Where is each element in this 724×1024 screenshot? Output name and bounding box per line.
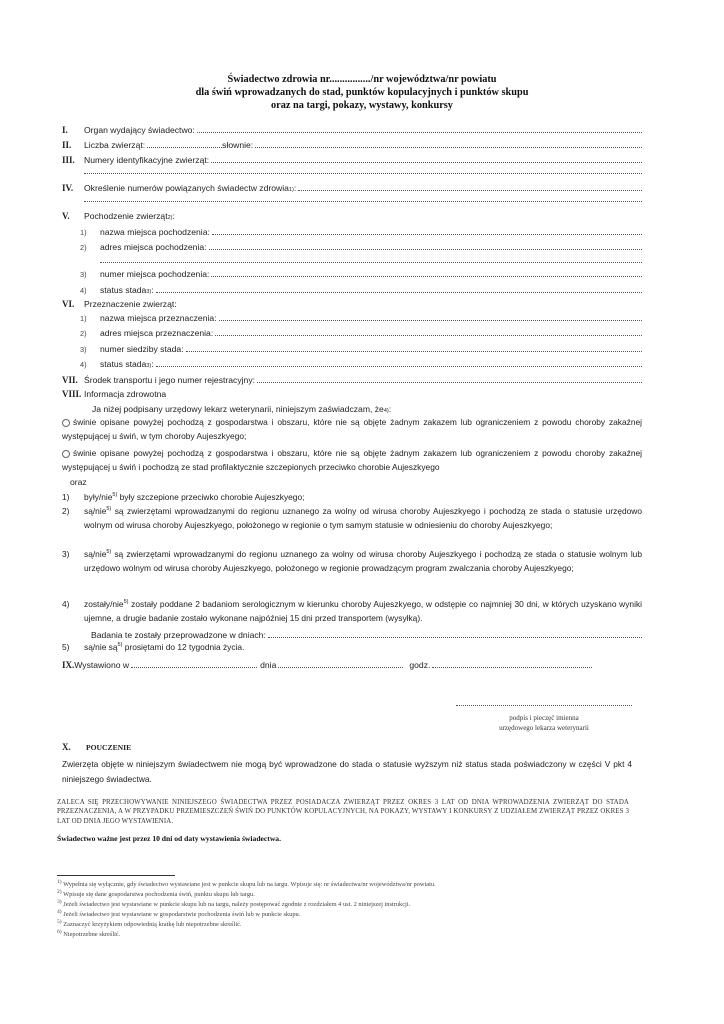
identification-numbers-field[interactable] <box>211 155 642 163</box>
animal-count-field[interactable] <box>147 140 222 148</box>
issuing-authority-field[interactable] <box>197 125 642 133</box>
section-health-information: VIII. Informacja zdrowotna <box>62 389 167 399</box>
animal-count-words-label: słownie: <box>222 140 254 150</box>
health-point-2: 2) są/nie$^{5)}$ są zwierzętami wprowadzanymi do regionu uznanego za wolny od wirusa choroby Aujeszkyego i pochodzą ze stada o statusie urzędowo wolnym od wirusa choroby Aujeszkyego, położonego w regionie o tym samym statusie w odniesieniu do choroby Aujeszkyego; <box>62 506 642 530</box>
health-option-2-checkbox[interactable] <box>62 450 70 458</box>
footnote-1: $^{1)}$ Wypełnia się wyłącznie, gdy świadectwo wystawiane jest w punkcie skupu lub na targu. Wpisuje się: nr świadectwa/nr województwa/nr powiatu. <box>57 878 436 888</box>
destination-herd-status-row: 4) status stada 3) : <box>80 359 642 370</box>
health-option-1-checkbox[interactable] <box>62 419 70 427</box>
section-issued: IX. Wystawiono w dnia godz. <box>62 660 562 671</box>
signature-field[interactable] <box>456 705 632 706</box>
footnote-5: $^{5)}$ Zaznaczyć krzyżykiem odpowiednią kratkę lub niepotrzebne skreślić. <box>57 918 242 928</box>
health-point-5: 5) są/nie $są^{5)}$ prosiętami do 12 tygodnia życia. <box>62 642 245 652</box>
health-point-2-choice[interactable]: są/nie <box>84 506 107 516</box>
origin-herd-status-field[interactable] <box>156 285 642 293</box>
retention-recommendation: ZALECA SIĘ PRZECHOWYWANIE NINIEJSZEGO ŚWIADECTWA PRZEZ POSIADACZA ZWIERZĄT PRZEZ OKRES 3 LAT OD DNIA WPROWADZENIA ZWIERZĄT DO STADA PRZEZNACZENIA, A W PRZYPADKU PRZEMIESZCZEŃ ŚWIŃ DO PUNKTÓW KOPULACYJNYCH, NA POKAZY, WYSTAWY I KONKURSY Z UDZIAŁEM ZWIERZĄT PRZEZ OKRES 3 LAT OD DNIA JEGO WYSTAWIENIA. <box>57 799 629 825</box>
animal-count-label: Liczba zwierząt: <box>84 140 146 150</box>
section-transport: VII. Środek transportu i jego numer rejestracyjny: <box>62 375 642 386</box>
section-animal-count: II. Liczba zwierząt: słownie: <box>62 140 642 151</box>
health-declaration-intro: Ja niżej podpisany urzędowy lekarz weterynarii, niniejszym zaświadczam, że 4) : <box>92 404 392 414</box>
identification-numbers-label: Numery identyfikacyjne zwierząt: <box>84 155 210 165</box>
origin-address-row: 2) adres miejsca pochodzenia: <box>80 242 642 253</box>
health-point-5-choice[interactable]: są/nie są <box>84 642 118 652</box>
tested-dates-row: Badania te zostały przeprowadzone w dniach: <box>91 630 642 641</box>
health-point-4: 4) zostały/nie$^{5)}$ zostały poddane 2 badaniom serologicznym w kierunku choroby Aujeszkyego, w odstępie co najmniej 30 dni, w których uzyskano wyniki ujemne, a drugie badanie zostało wykonane najpóźniej 15 dni przed transportem (wysyłką). <box>62 599 642 623</box>
origin-place-name-row: 1) nazwa miejsca pochodzenia: <box>80 227 642 238</box>
tested-dates-field[interactable] <box>268 630 642 638</box>
footnote-divider <box>57 875 175 876</box>
destination-herd-number-field[interactable] <box>186 344 642 352</box>
origin-number-field[interactable] <box>211 269 642 277</box>
health-point-3: 3) są/nie$^{5)}$ są zwierzętami wprowadzanymi do regionu uznanego za wolny od wirusa choroby Aujeszkyego i pochodzą ze stada o statusie wolnym lub urzędowo wolnym od wirusa choroby Aujeszkyego, położonego w regionie prowadzącym program zwalczania choroby Aujeszkyego; <box>62 549 642 573</box>
section-identification-numbers: III. Numery identyfikacyjne zwierząt: <box>62 155 642 166</box>
health-point-3-choice[interactable]: są/nie <box>84 549 107 559</box>
destination-address-field[interactable] <box>215 328 642 336</box>
footnote-4: $^{4)}$ Jeżeli świadectwo jest wystawiane w gospodarstwie pochodzenia świń lub w punkcie skupu. <box>57 908 301 918</box>
origin-number-row: 3) numer miejsca pochodzenia: <box>80 269 642 280</box>
health-point-4-choice[interactable]: zostały/nie <box>84 599 124 609</box>
title-line-3: oraz na targi, pokazy, wystawy, konkursy <box>271 100 453 111</box>
linked-certificates-field[interactable] <box>298 183 642 191</box>
linked-certificates-label: Określenie numerów powiązanych świadectw zdrowia <box>84 183 289 193</box>
transport-label: Środek transportu i jego numer rejestracyjny: <box>84 375 255 385</box>
signature-caption-2: urzędowego lekarza weterynarii <box>499 724 589 732</box>
issued-place-field[interactable] <box>131 660 257 668</box>
issued-time-label: godz. <box>409 660 431 670</box>
footnote-3: $^{3)}$ Jeżeli świadectwo jest wystawiane w punkcie skupu lub na targu, należy postępować zgodnie z rozdziałem 4 ust. 2 niniejszej instrukcji. <box>57 898 411 908</box>
section-destination: VI. Przeznaczenie zwierząt: <box>62 299 177 309</box>
signature-caption-1: podpis i pieczęć imienna <box>509 714 579 722</box>
health-point-1: 1) były/nie$^{5)}$ były szczepione przeciwko chorobie Aujeszkyego; <box>62 492 305 502</box>
section-issuing-authority: I. Organ wydający świadectwo: <box>62 125 642 136</box>
destination-herd-number-row: 3) numer siedziby stada: <box>80 344 642 355</box>
origin-herd-status-row: 4) status stada 3) : <box>80 285 642 296</box>
origin-place-name-field[interactable] <box>212 227 642 235</box>
section-origin: V. Pochodzenie zwierząt 2) : <box>62 211 175 221</box>
document-title <box>0 73 724 112</box>
origin-address-field-line-2[interactable] <box>100 262 642 263</box>
title-line-2: dla świń wprowadzanych do stad, punktów kopulacyjnych i punktów skupu <box>195 87 529 98</box>
footnote-6: $^{6)}$ Niepotrzebne skreślić. <box>57 928 121 938</box>
linked-certificates-field-line-2[interactable] <box>84 201 642 202</box>
destination-place-name-field[interactable] <box>219 313 642 321</box>
validity-statement: Świadectwo ważne jest przez 10 dni od daty wystawienia świadectwa. <box>57 834 281 843</box>
health-option-1: świnie opisane powyżej pochodzą z gospodarstwa i obszaru, które nie są objęte żadnym zakazem lub ograniczeniem z powodu choroby zakaźnej występującej u świń, w tym choroby Aujeszkyego; <box>62 417 642 441</box>
notice-text: Zwierzęta objęte w niniejszym świadectwem nie mogą być wprowadzone do stada o statusie wyższym niż status stada poświadczony w części V pkt 4 niniejszego świadectwa. <box>62 759 632 784</box>
health-information-label: Informacja zdrowotna <box>84 389 167 399</box>
destination-place-name-row: 1) nazwa miejsca przeznaczenia: <box>80 313 642 324</box>
animal-count-words-field[interactable] <box>255 140 642 148</box>
section-notice-heading: X. POUCZENIE <box>62 742 132 752</box>
destination-address-row: 2) adres miejsca przeznaczenia: <box>80 328 642 339</box>
health-option-2: świnie opisane powyżej pochodzą z gospodarstwa i obszaru, które nie są objęte żadnym zakazem lub ograniczeniem z powodu choroby zakaźnej występującej u świń i pochodzą ze stad profilaktycznie szczepionych przeciwko chorobie Aujeszkyego <box>62 448 642 472</box>
transport-field[interactable] <box>257 375 642 383</box>
issued-time-field[interactable] <box>432 660 592 668</box>
identification-numbers-field-line-2[interactable] <box>84 173 642 174</box>
destination-label: Przeznaczenie zwierząt: <box>84 299 177 309</box>
origin-label: Pochodzenie zwierząt <box>84 211 168 221</box>
issued-date-field[interactable] <box>278 660 403 668</box>
origin-address-field[interactable] <box>209 242 642 250</box>
destination-herd-status-field[interactable] <box>156 359 642 367</box>
title-line-1: Świadectwo zdrowia nr................/nr województwa/nr powiatu <box>227 74 497 85</box>
issued-place-label: Wystawiono w <box>74 660 130 670</box>
footnote-2: $^{2)}$ Wpisuje się dane gospodarstwa pochodzenia świń, punktu skupu lub targu. <box>57 888 255 898</box>
health-point-1-choice[interactable]: były/nie <box>84 492 113 502</box>
issued-date-label: dnia <box>260 660 277 670</box>
section-linked-certificates: IV. Określenie numerów powiązanych świadectw zdrowia 1) : <box>62 183 642 194</box>
oraz-label: oraz <box>70 477 87 487</box>
issuing-authority-label: Organ wydający świadectwo: <box>84 125 195 135</box>
